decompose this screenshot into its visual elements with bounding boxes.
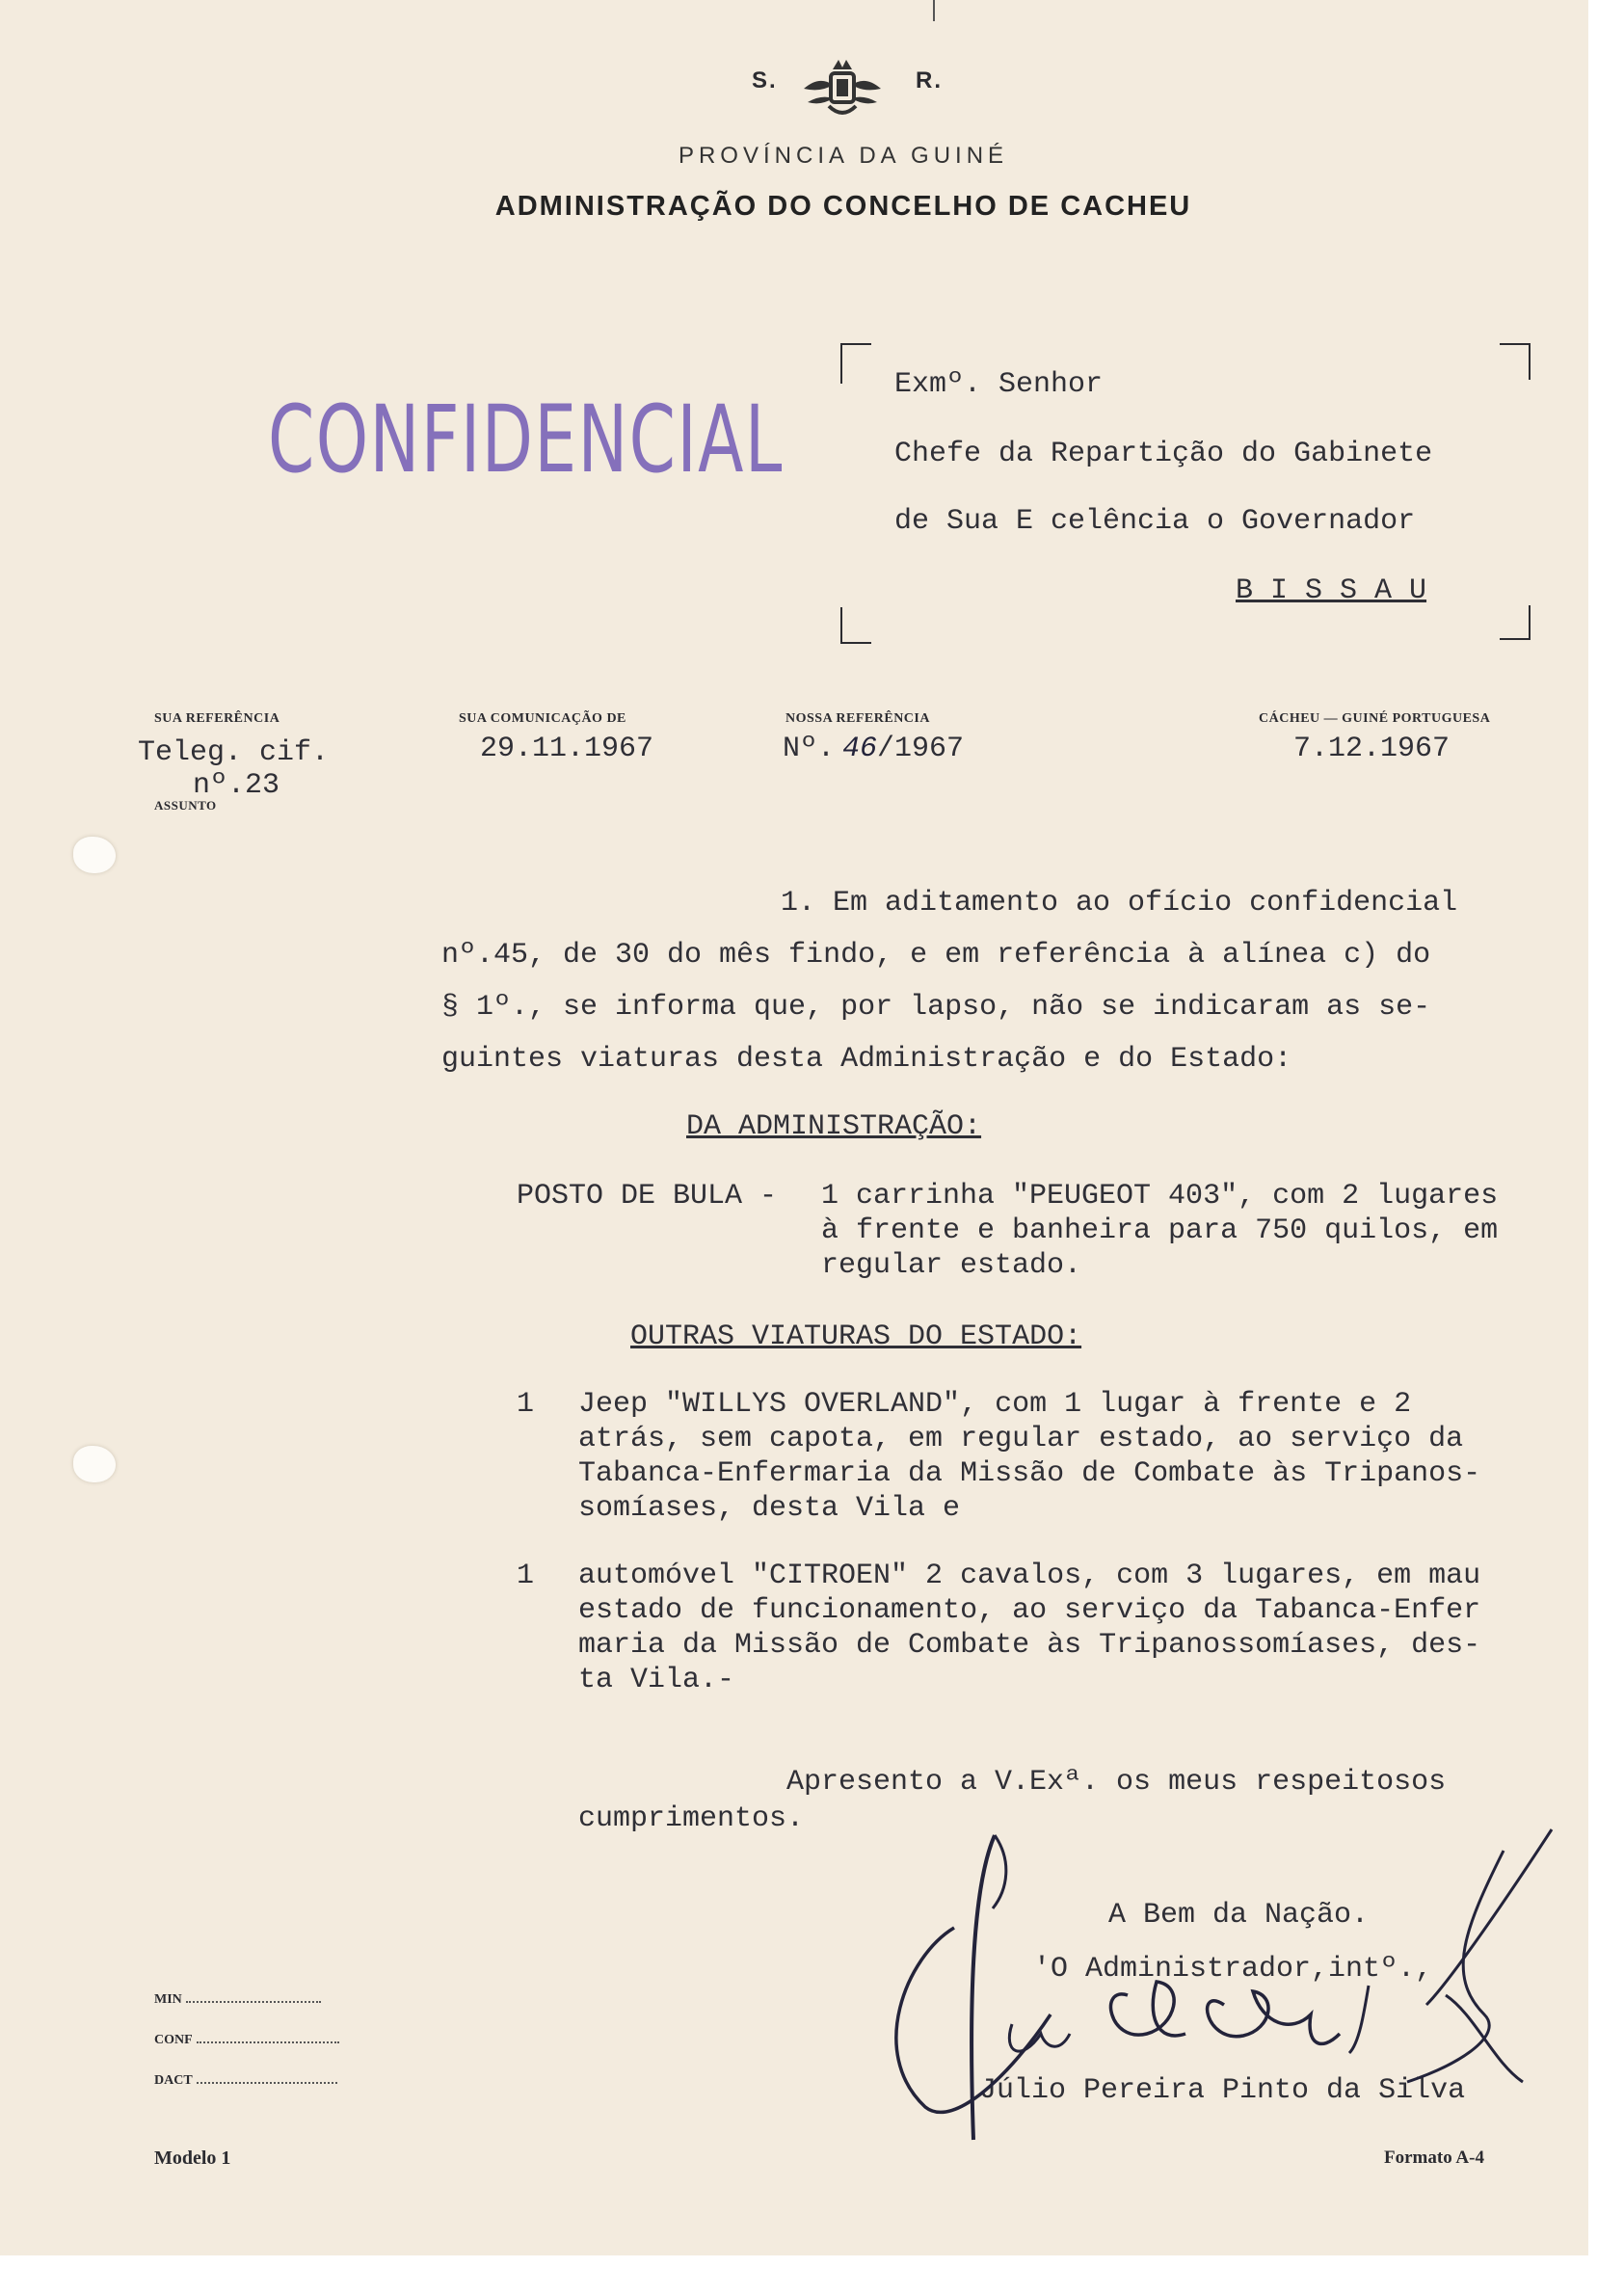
section-administracao-title: DA ADMINISTRAÇÃO:	[686, 1110, 982, 1143]
handwritten-signature	[867, 1822, 1561, 2149]
coat-of-arms-icon	[800, 56, 885, 123]
para1-line-2: nº.45, de 30 do mês findo, e em referência à alínea c) do	[441, 939, 1431, 972]
addressee-line-1: Exmº. Senhor	[894, 368, 1104, 401]
r-mark: R.	[916, 67, 943, 93]
header-marks	[752, 67, 943, 94]
province-title: PROVÍNCIA DA GUINÉ	[678, 143, 1009, 169]
item1-line-1: Jeep "WILLYS OVERLAND", com 1 lugar à frente e 2	[578, 1388, 1412, 1421]
bracket-bottom-right	[1500, 605, 1531, 640]
item2-line-3: maria da Missão de Combate às Tripanossomíases, des-	[578, 1629, 1481, 1662]
sua-comunicacao-label: SUA COMUNICAÇÃO DE	[459, 711, 626, 726]
item2-line-1: automóvel "CITROEN" 2 cavalos, com 3 lugares, em mau	[578, 1560, 1481, 1592]
addressee-line-2: Chefe da Repartição do Gabinete	[894, 438, 1433, 470]
item1-line-4: somíases, desta Vila e	[578, 1492, 961, 1525]
bracket-top-right	[1500, 343, 1531, 380]
nossa-referencia-value	[783, 733, 964, 765]
min-field	[154, 1989, 321, 2008]
item2-number: 1	[517, 1560, 535, 1592]
bracket-top-left	[840, 343, 871, 384]
posto-line-1: 1 carrinha "PEUGEOT 403", com 2 lugares	[821, 1180, 1499, 1213]
modelo-label: Modelo 1	[154, 2147, 231, 2169]
item1-line-3: Tabanca-Enfermaria da Missão de Combate às Tripanos-	[578, 1457, 1481, 1490]
min-label: MIN	[154, 1992, 182, 2007]
nossa-referencia-label: NOSSA REFERÊNCIA	[785, 711, 930, 726]
sua-referencia-value-2: nº.23	[193, 769, 280, 802]
posto-line-3: regular estado.	[821, 1249, 1082, 1282]
signature-motto: A Bem da Nação.	[1108, 1899, 1370, 1932]
nossa-referencia-prefix: Nº.	[783, 733, 836, 765]
place-label: CÁCHEU — GUINÉ PORTUGUESA	[1259, 711, 1491, 726]
s-mark: S.	[752, 67, 778, 93]
conf-field	[154, 2030, 339, 2048]
signature-title: 'O Administrador,intº.,	[1033, 1953, 1433, 1986]
item2-line-4: ta Vila.-	[578, 1664, 735, 1696]
conf-label: CONF	[154, 2033, 193, 2047]
para1-line-1: 1. Em aditamento ao ofício confidencial	[781, 887, 1458, 920]
punch-hole-top	[73, 837, 116, 873]
bracket-bottom-left	[840, 607, 871, 644]
item1-number: 1	[517, 1388, 535, 1421]
dact-field	[154, 2070, 337, 2089]
top-crease-mark	[933, 0, 935, 21]
closing-line-2: cumprimentos.	[578, 1802, 805, 1835]
assunto-label: ASSUNTO	[154, 798, 217, 813]
punch-hole-bottom	[73, 1446, 116, 1482]
nossa-referencia-number: 46	[842, 733, 878, 765]
letter-date: 7.12.1967	[1293, 733, 1451, 765]
administration-title: ADMINISTRAÇÃO DO CONCELHO DE CACHEU	[494, 191, 1192, 222]
posto-label: POSTO DE BULA -	[517, 1180, 778, 1213]
closing-line-1: Apresento a V.Exª. os meus respeitosos	[786, 1766, 1447, 1799]
section-outras-viaturas-title: OUTRAS VIATURAS DO ESTADO:	[630, 1320, 1082, 1353]
formato-label: Formato A-4	[1384, 2147, 1484, 2168]
dact-label: DACT	[154, 2073, 193, 2088]
item1-line-2: atrás, sem capota, em regular estado, ao serviço da	[578, 1423, 1464, 1455]
sua-referencia-label: SUA REFERÊNCIA	[154, 711, 280, 726]
sua-comunicacao-value: 29.11.1967	[480, 733, 654, 765]
posto-line-2: à frente e banheira para 750 quilos, em	[821, 1214, 1499, 1247]
signatory-name: Júlio Pereira Pinto da Silva	[979, 2074, 1466, 2107]
addressee-line-3: de Sua E celência o Governador	[894, 505, 1416, 538]
addressee-city: B I S S A U	[1236, 574, 1427, 607]
confidential-stamp: CONFIDENCIAL	[268, 386, 784, 493]
nossa-referencia-suffix: /1967	[877, 733, 965, 765]
para1-line-3: § 1º., se informa que, por lapso, não se indicaram as se-	[441, 991, 1431, 1024]
sua-referencia-value-1: Teleg. cif.	[138, 736, 330, 769]
item2-line-2: estado de funcionamento, ao serviço da Tabanca-Enfer	[578, 1594, 1481, 1627]
para1-line-4: guintes viaturas desta Administração e do Estado:	[441, 1043, 1292, 1076]
